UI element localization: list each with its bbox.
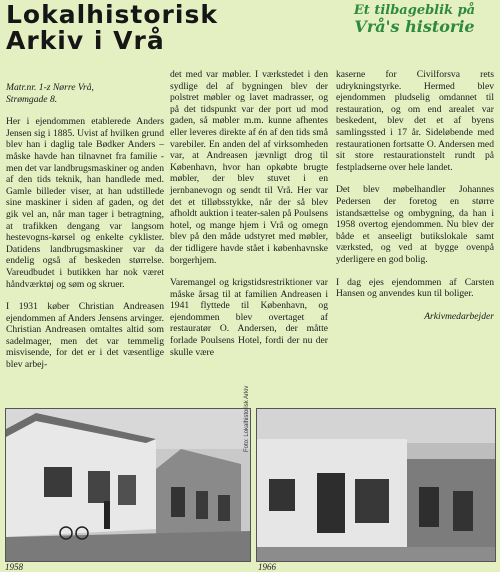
paragraph: Det blev møbelhandler Johannes Pedersen der foretog en større istandsættelse og ombygning, da han i 1958 overtog ejendommen. Nu blev der både et anseeligt butikslokale samt værksted, og ved at bygge ovenpå yderligere en god bolig. bbox=[336, 184, 494, 265]
photo-1958 bbox=[5, 408, 251, 562]
series-heading bbox=[333, 3, 496, 36]
paragraph: det med var møbler. I værkstedet i den sydlige del af bygningen blev der polstret møbler og lavet madrasser, og på det tidspunkt var der port ud mod gaden, så møbler m.m. kunne afhentes eller leveres direkte af én af den tids små varebiler. En anden del af virksomheden var, at Andreasen jævnligt drog til København, hvor han opkøbte brugte møbler, der blev stuvet i en jernbanevogn og sendt til Vrå. Her var det et tilløbsstykke, når der så blev afholdt auktion i teater-salen på Poulsens hotel, og mange hjem i Vrå og omegn blev på den måde udstyret med møbler, der tidligere havde stået i københavnske borgerhjem. bbox=[170, 69, 328, 266]
photo-1966 bbox=[256, 408, 496, 562]
paragraph: I 1931 køber Christian Andreasen ejendommen af Anders Jensens arvinger. Christian Andreasen omtaltes altid som sadelmager, men det var temmelig misvisende, for det er i det væsentlige blev arbej- bbox=[6, 301, 164, 371]
signature: Arkivmedarbejder bbox=[424, 310, 494, 322]
photo-year-right: 1966 bbox=[258, 562, 276, 572]
paragraph: Her i ejendommen etablerede Anders Jensen sig i 1885. Uvist af hvilken grund blev han i daglig tale Bødker Anders – måske havde han tilnavnet fra familie - men det var landbrugsmaskiner og anden af den tids teknik, han handlede med. Gamle billeder viser, at han udstillede sine maskiner i siden af gaden, og det gik vel an, når man tager i betragtning, at trafikken dengang var langsom hestevogns-kørsel og enkelte cyklister. Datidens landbrugsmaskiner var da endelig også af beskeden størrelse. Vareudbudet i butikken har nok været håndværktøj og søm og skruer. bbox=[6, 116, 164, 290]
paragraph: kaserne for Civilforsva rets udrykningstyrke. Hermed blev ejendommen pludselig omdannet til restauration, og om end arealet var beskedent, blev det et af byens samlingssted i 17 år. Sideløbende med restaurationen fortsatte O. Andersen med sit store restaurationstelt rundt på festpladserne over hele landet. bbox=[336, 69, 494, 173]
photo-year-left: 1958 bbox=[5, 562, 23, 572]
title-line-1: Lokalhistorisk bbox=[6, 0, 218, 29]
street-photo-graphic bbox=[6, 409, 250, 561]
text-column-3 bbox=[336, 69, 494, 333]
series-line-1: Et tilbageblik på bbox=[353, 3, 476, 18]
photo-credit: Foto: Lokalhistorisk Arkiv bbox=[244, 385, 250, 452]
article-title bbox=[6, 2, 218, 54]
series-line-2: Vrå's historie bbox=[354, 17, 475, 36]
building-photo-graphic bbox=[257, 409, 495, 561]
title-line-2: Arkiv i Vrå bbox=[6, 26, 165, 55]
text-column-2 bbox=[170, 69, 328, 369]
paragraph: I dag ejes ejendommen af Carsten Hansen og anvendes kun til boliger. bbox=[336, 276, 494, 300]
address-line-1: Matr.nr. 1-z Nørre Vrå, bbox=[6, 82, 94, 93]
paragraph: Varemangel og krigstidsrestriktioner var måske årsag til at familien Andreasen i 1941 flyttede til København, og ejendommen blev overtaget af restauratør O. Andersen, der måtte forlade Poulsens Hotel, fordi der nu der skulle være bbox=[170, 277, 328, 358]
address-line-2: Strømgade 8. bbox=[6, 93, 58, 105]
text-column-1 bbox=[6, 82, 164, 382]
address bbox=[6, 82, 164, 105]
